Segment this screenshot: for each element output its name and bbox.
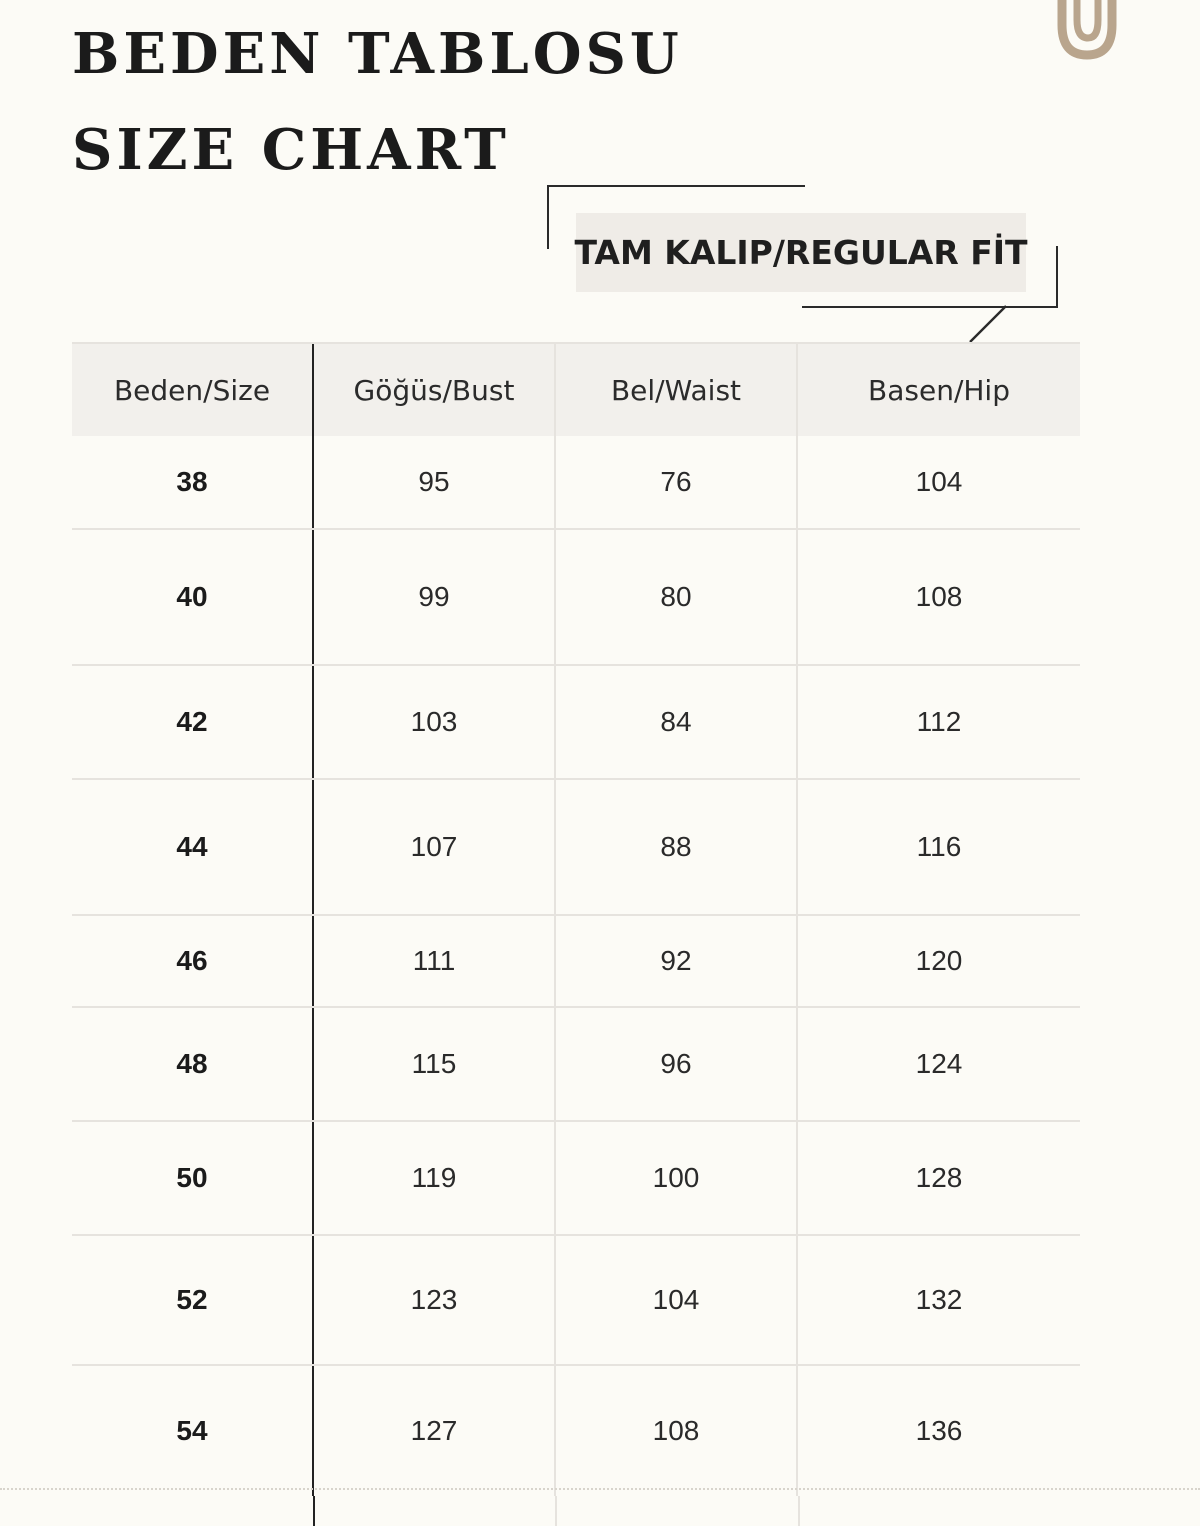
size-cell: 44 <box>72 780 314 914</box>
waist-cell: 88 <box>556 780 798 914</box>
waist-cell: 76 <box>556 436 798 528</box>
hip-cell: 128 <box>915 1162 963 1193</box>
bust-cell: 115 <box>314 1008 556 1120</box>
table-bottom-extension <box>72 1496 1080 1526</box>
waist-cell: 100 <box>556 1122 798 1234</box>
waist-cell: 104 <box>556 1236 798 1364</box>
size-cell: 40 <box>72 530 314 664</box>
bust-cell: 95 <box>314 436 556 528</box>
bust-cell: 107 <box>314 780 556 914</box>
bust-cell: 103 <box>314 666 556 778</box>
waist-cell: 80 <box>556 530 798 664</box>
bust-cell: 111 <box>314 916 556 1006</box>
table-row <box>72 530 1080 666</box>
hip-cell: 120 <box>915 945 963 976</box>
hip-cell: 104 <box>915 466 963 497</box>
paperclip-icon <box>1022 0 1132 70</box>
size-cell: 38 <box>72 436 314 528</box>
fit-frame-diagonal-line <box>966 304 1010 344</box>
hip-cell: 136 <box>915 1415 963 1446</box>
fit-label: TAM KALIP/REGULAR FİT <box>576 213 1026 292</box>
size-cell: 50 <box>72 1122 314 1234</box>
title-english: SIZE CHART <box>72 117 510 183</box>
hip-cell: 124 <box>915 1048 963 1079</box>
table-row <box>72 436 1080 530</box>
size-chart-table <box>72 342 1080 1526</box>
size-cell: 46 <box>72 916 314 1006</box>
table-row <box>72 1008 1080 1122</box>
title-turkish: BEDEN TABLOSU <box>72 21 683 87</box>
bust-cell: 127 <box>314 1366 556 1496</box>
hip-column-rule <box>800 1496 1080 1526</box>
size-column-rule <box>72 1496 315 1526</box>
table-header-row <box>72 342 1080 436</box>
bust-cell: 123 <box>314 1236 556 1364</box>
table-row <box>72 1366 1080 1496</box>
table-row <box>72 780 1080 916</box>
waist-column-rule <box>557 1496 800 1526</box>
column-header-size: Beden/Size <box>72 344 314 436</box>
table-row <box>72 1236 1080 1366</box>
size-cell: 52 <box>72 1236 314 1364</box>
waist-cell: 96 <box>556 1008 798 1120</box>
bust-column-rule <box>315 1496 558 1526</box>
table-row <box>72 916 1080 1008</box>
column-header-waist: Bel/Waist <box>556 344 798 436</box>
column-header-bust: Göğüs/Bust <box>314 344 556 436</box>
table-row <box>72 666 1080 780</box>
size-cell: 54 <box>72 1366 314 1496</box>
bust-cell: 119 <box>314 1122 556 1234</box>
bottom-dotted-divider <box>0 1488 1200 1490</box>
size-cell: 42 <box>72 666 314 778</box>
waist-cell: 108 <box>556 1366 798 1496</box>
waist-cell: 84 <box>556 666 798 778</box>
table-row <box>72 1122 1080 1236</box>
hip-cell: 116 <box>916 831 962 862</box>
waist-cell: 92 <box>556 916 798 1006</box>
hip-cell: 108 <box>915 581 963 612</box>
column-header-hip: Basen/Hip <box>868 373 1010 407</box>
bust-cell: 99 <box>314 530 556 664</box>
hip-cell: 112 <box>916 706 962 737</box>
size-cell: 48 <box>72 1008 314 1120</box>
hip-cell: 132 <box>915 1284 963 1315</box>
